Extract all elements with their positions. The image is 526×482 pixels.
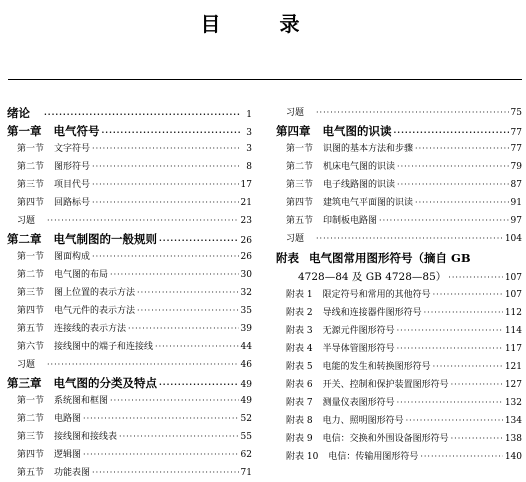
leader-dots <box>92 194 239 212</box>
toc-entry-page: 138 <box>504 434 522 444</box>
toc-entry-page: 134 <box>504 416 522 426</box>
toc-entry-title: 无源元件图形符号 <box>322 326 395 336</box>
header-rule <box>8 79 522 80</box>
page-title: 目 录 <box>200 12 326 36</box>
toc-entry-title: 电气图的识读 <box>322 124 392 138</box>
toc-entry-number: 第五节 <box>17 324 45 334</box>
toc-entry-number: 附表 7 <box>286 398 313 408</box>
toc-entry-title: 图面构成 <box>54 252 91 262</box>
leader-dots <box>451 376 503 394</box>
toc-entry-title: 电信：传输用图形符号 <box>328 452 419 462</box>
leader-dots <box>47 212 239 230</box>
toc-entry-number: 附表 10 <box>286 452 319 462</box>
leader-dots <box>83 446 239 464</box>
toc-entry-page: 8 <box>246 162 252 172</box>
toc-entry-page: 114 <box>504 326 522 336</box>
toc-entry-number: 第二节 <box>17 270 45 280</box>
toc-entry-page: 21 <box>240 198 252 208</box>
leader-dots <box>44 105 240 123</box>
toc-entry-title: 回路标号 <box>54 198 91 208</box>
toc-entry-page: 46 <box>240 360 252 370</box>
leader-dots <box>433 286 503 304</box>
toc-entry-title: 建筑电气平面图的识读 <box>323 198 414 208</box>
toc-section-entry[interactable] <box>7 392 252 410</box>
toc-entry-number: 习题 <box>286 108 305 118</box>
toc-entry-number: 第二节 <box>286 162 314 172</box>
toc-entry-page: 87 <box>510 180 522 190</box>
toc-entry-title: 系统图和框图 <box>54 396 109 406</box>
toc-entry-page: 79 <box>510 162 522 172</box>
toc-section-entry[interactable] <box>7 212 252 230</box>
leader-dots <box>316 104 509 122</box>
leader-dots <box>316 230 503 248</box>
leader-dots <box>415 194 509 212</box>
toc-section-entry[interactable] <box>7 446 252 464</box>
toc-entry-page: 44 <box>240 342 252 352</box>
toc-section-entry[interactable] <box>276 212 522 230</box>
toc-entry-title: 接线图中的端子和连接线 <box>54 342 154 352</box>
toc-entry-page: 71 <box>240 468 252 478</box>
toc-section-entry[interactable] <box>276 448 522 466</box>
toc-section-entry[interactable] <box>276 286 522 304</box>
toc-section-entry[interactable] <box>276 140 522 158</box>
toc-entry-number: 第一节 <box>286 144 314 154</box>
toc-section-entry[interactable] <box>7 302 252 320</box>
toc-entry-title: 文字符号 <box>54 144 91 154</box>
toc-entry-page: 32 <box>240 288 252 298</box>
toc-section-entry[interactable] <box>7 428 252 446</box>
toc-entry-number: 附表 5 <box>286 362 313 372</box>
toc-entry-page: 62 <box>240 450 252 460</box>
toc-entry-number: 第一节 <box>17 396 45 406</box>
toc-entry-title: 图上位置的表示方法 <box>54 288 136 298</box>
toc-entry-number: 第三节 <box>17 180 45 190</box>
toc-section-entry[interactable] <box>7 464 252 482</box>
toc-section-entry[interactable] <box>7 140 252 158</box>
toc-entry-number: 第四章 <box>276 124 311 138</box>
toc-entry-page: 107 <box>504 273 522 283</box>
leader-dots <box>420 448 502 466</box>
toc-entry-number: 习题 <box>286 234 305 244</box>
toc-section-entry[interactable] <box>276 394 522 412</box>
toc-section-entry[interactable] <box>276 340 522 358</box>
toc-entry-page: 3 <box>246 128 252 138</box>
toc-chapter-entry[interactable] <box>7 230 252 248</box>
toc-entry-number: 第三节 <box>17 288 45 298</box>
toc-section-entry[interactable] <box>276 176 522 194</box>
toc-entry-number: 绪论 <box>7 106 30 120</box>
toc-entry-page: 55 <box>240 432 252 442</box>
toc-entry-page: 91 <box>510 198 522 208</box>
toc-entry-title: 半导体管图形符号 <box>322 344 395 354</box>
toc-entry-page: 97 <box>510 216 522 226</box>
toc-entry-title-continued: 4728—84 及 GB 4728—85） <box>298 271 447 283</box>
toc-entry-title: 开关、控制和保护装置图形符号 <box>322 380 449 390</box>
toc-entry-number: 附表 3 <box>286 326 313 336</box>
toc-entry-title: 电气元件的表示方法 <box>54 306 136 316</box>
toc-entry-number: 附表 9 <box>286 434 313 444</box>
toc-entry-page: 140 <box>504 452 522 462</box>
leader-dots <box>397 340 503 358</box>
toc-entry-number: 附表 4 <box>286 344 313 354</box>
toc-entry-number: 第六节 <box>17 342 45 352</box>
toc-entry-number: 第四节 <box>17 198 45 208</box>
toc-section-entry[interactable] <box>276 322 522 340</box>
leader-dots <box>92 176 239 194</box>
toc-section-entry[interactable] <box>276 412 522 430</box>
toc-chapter-entry[interactable] <box>7 374 252 392</box>
toc-entry-number: 第四节 <box>286 198 314 208</box>
toc-left-column <box>7 104 252 482</box>
toc-entry-page: 49 <box>240 380 252 390</box>
toc-entry-page: 26 <box>240 252 252 262</box>
toc-section-entry[interactable] <box>7 338 252 356</box>
toc-entry-title: 连接线的表示方法 <box>54 324 127 334</box>
toc-entry-title: 电气制图的一般规则 <box>53 232 157 246</box>
toc-entry-number: 第一节 <box>17 144 45 154</box>
toc-chapter-entry[interactable] <box>7 122 252 140</box>
toc-entry-title: 电子线路图的识读 <box>323 180 396 190</box>
leader-dots <box>110 392 239 410</box>
leader-dots <box>394 123 509 141</box>
leader-dots <box>379 212 509 230</box>
leader-dots <box>448 269 503 287</box>
leader-dots <box>397 322 503 340</box>
toc-entry-title: 电力、照明图形符号 <box>322 416 404 426</box>
toc-entry-page: 1 <box>246 110 252 120</box>
toc-section-entry[interactable] <box>7 266 252 284</box>
toc-entry-page: 77 <box>510 144 522 154</box>
toc-section-entry[interactable] <box>7 194 252 212</box>
toc-entry-page: 127 <box>504 380 522 390</box>
toc-section-entry[interactable] <box>7 284 252 302</box>
toc-entry-number: 习题 <box>17 216 36 226</box>
toc-entry-title: 接线图和接线表 <box>54 432 118 442</box>
toc-entry-page: 77 <box>510 128 522 138</box>
toc-entry-number: 附表 1 <box>286 290 313 300</box>
leader-dots <box>110 266 239 284</box>
leader-dots <box>424 304 503 322</box>
leader-dots <box>406 412 503 430</box>
toc-entry-number: 第四节 <box>17 450 45 460</box>
toc-entry-title: 导线和连接器件图形符号 <box>322 308 422 318</box>
toc-entry-number: 第五节 <box>286 216 314 226</box>
toc-right-column <box>276 104 522 466</box>
toc-entry-page: 49 <box>240 396 252 406</box>
leader-dots <box>433 358 503 376</box>
leader-dots <box>92 464 239 482</box>
toc-section-entry[interactable] <box>276 194 522 212</box>
toc-entry-page: 17 <box>240 180 252 190</box>
toc-entry-page: 39 <box>240 324 252 334</box>
toc-entry-title: 功能表图 <box>54 468 91 478</box>
toc-entry-page: 23 <box>240 216 252 226</box>
leader-dots <box>92 140 240 158</box>
toc-entry-number: 第二节 <box>17 162 45 172</box>
toc-section-entry[interactable] <box>7 356 252 374</box>
leader-dots <box>159 231 239 249</box>
toc-entry-page: 26 <box>240 236 252 246</box>
toc-entry-number: 附表 <box>276 251 299 265</box>
toc-section-entry[interactable] <box>276 304 522 322</box>
leader-dots <box>119 428 239 446</box>
leader-dots <box>397 394 503 412</box>
toc-entry-page: 121 <box>504 362 522 372</box>
toc-chapter-entry[interactable] <box>276 122 522 140</box>
leader-dots <box>83 410 239 428</box>
leader-dots <box>155 338 239 356</box>
toc-entry-number: 第二章 <box>7 232 42 246</box>
toc-section-entry[interactable] <box>7 320 252 338</box>
toc-entry-title: 机床电气图的识读 <box>323 162 396 172</box>
leader-dots <box>451 430 503 448</box>
toc-entry-number: 第四节 <box>17 306 45 316</box>
toc-entry-title: 电路图 <box>54 414 82 424</box>
leader-dots <box>159 375 239 393</box>
toc-entry-page: 112 <box>504 308 522 318</box>
leader-dots <box>137 302 239 320</box>
toc-entry-number: 第三章 <box>7 376 42 390</box>
toc-section-entry[interactable] <box>276 358 522 376</box>
toc-entry-page: 35 <box>240 306 252 316</box>
toc-entry-page: 117 <box>504 344 522 354</box>
leader-dots <box>47 356 239 374</box>
leader-dots <box>397 158 509 176</box>
toc-entry-page: 75 <box>510 108 522 118</box>
toc-entry-title: 图形符号 <box>54 162 91 172</box>
toc-entry-title: 电信：交换和外围设备图形符号 <box>322 434 449 444</box>
toc-entry-title: 电能的发生和转换图形符号 <box>322 362 431 372</box>
toc-entry-number: 附表 6 <box>286 380 313 390</box>
toc-section-entry[interactable] <box>276 376 522 394</box>
toc-section-entry[interactable] <box>276 230 522 248</box>
toc-entry-title: 电气符号 <box>53 124 100 138</box>
toc-entry-title: 电气图常用图形符号（摘自 GB <box>309 251 471 265</box>
leader-dots <box>128 320 239 338</box>
toc-entry-title: 识图的基本方法和步骤 <box>323 144 414 154</box>
toc-entry-title: 电气图的布局 <box>54 270 109 280</box>
leader-dots <box>92 248 239 266</box>
toc-entry-number: 第三节 <box>17 432 45 442</box>
toc-entry-appendix[interactable] <box>276 248 522 286</box>
toc-entry-number: 第一章 <box>7 124 42 138</box>
toc-entry-title: 逻辑图 <box>54 450 82 460</box>
toc-entry-title: 印制板电路图 <box>323 216 378 226</box>
toc-section-entry[interactable] <box>7 158 252 176</box>
leader-dots <box>102 123 241 141</box>
toc-entry-page: 132 <box>504 398 522 408</box>
toc-entry-number: 习题 <box>17 360 36 370</box>
toc-chapter-entry[interactable] <box>7 104 252 122</box>
toc-entry-page: 3 <box>246 144 252 154</box>
toc-section-entry[interactable] <box>7 248 252 266</box>
toc-entry-number: 第三节 <box>286 180 314 190</box>
toc-section-entry[interactable] <box>7 176 252 194</box>
toc-entry-page: 107 <box>504 290 522 300</box>
toc-section-entry[interactable] <box>276 430 522 448</box>
toc-entry-title: 限定符号和常用的其他符号 <box>322 290 431 300</box>
toc-entry-title: 测量仪表图形符号 <box>322 398 395 408</box>
leader-dots <box>415 140 509 158</box>
toc-entry-number: 附表 2 <box>286 308 313 318</box>
toc-section-entry[interactable] <box>276 104 522 122</box>
toc-entry-page: 52 <box>240 414 252 424</box>
toc-entry-title: 项目代号 <box>54 180 91 190</box>
toc-entry-page: 30 <box>240 270 252 280</box>
toc-section-entry[interactable] <box>7 410 252 428</box>
leader-dots <box>92 158 240 176</box>
toc-section-entry[interactable] <box>276 158 522 176</box>
toc-entry-number: 第一节 <box>17 252 45 262</box>
toc-entry-number: 附表 8 <box>286 416 313 426</box>
leader-dots <box>397 176 509 194</box>
toc-entry-title: 电气图的分类及特点 <box>53 376 157 390</box>
leader-dots <box>137 284 239 302</box>
toc-entry-number: 第二节 <box>17 414 45 424</box>
toc-entry-number: 第五节 <box>17 468 45 478</box>
toc-entry-page: 104 <box>504 234 522 244</box>
